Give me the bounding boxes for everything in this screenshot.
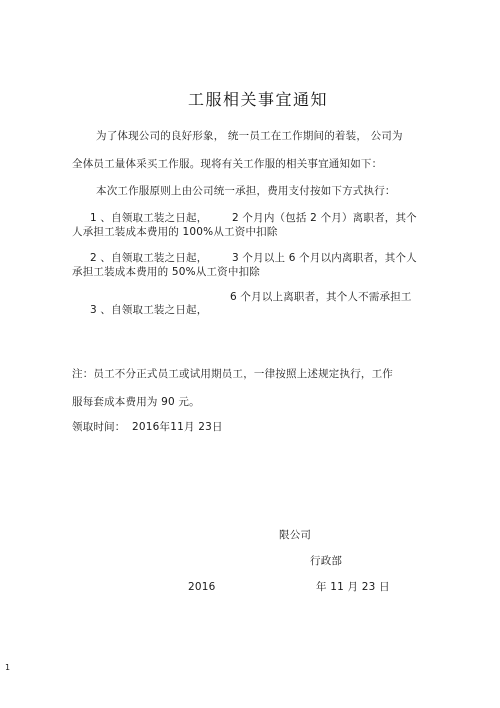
rule-1-part-2: 2 个月内（包括 2 个月）离职者，其个 [232, 212, 417, 224]
pickup-time-label: 领取时间： [72, 421, 126, 433]
signature-company: 限公司 [279, 529, 312, 541]
rule-2-part-2: 3 个月以上 6 个月以内离职者，其个人 [232, 252, 417, 264]
rule-2-line-2: 承担工装成本费用的 50%从工资中扣除 [72, 266, 260, 278]
document-title: 工服相关事宜通知 [188, 90, 329, 109]
rule-1-part-1: 1 、自领取工装之日起， [90, 212, 208, 224]
rule-3-part-2: 6 个月以上离职者，其个人不需承担工 [230, 291, 412, 303]
cost-rule-text: 本次工作服原则上由公司统一承担，费用支付按如下方式执行： [96, 185, 396, 197]
page-number: 1 [5, 663, 11, 672]
signature-department: 行政部 [310, 555, 343, 567]
signature-date: 年 11 月 23 日 [316, 581, 390, 593]
note-line-1: 注：员工不分正式员工或试用期员工，一律按照上述规定执行，工作 [72, 368, 393, 380]
note-line-2: 服每套成本费用为 90 元。 [72, 396, 200, 408]
signature-year: 2016 [188, 581, 216, 593]
intro-line-1: 为了体现公司的良好形象， 统一员工在工作期间的着装， 公司为 [96, 130, 403, 142]
rule-3-part-1: 3 、自领取工装之日起， [90, 304, 208, 316]
rule-1-line-2: 人承担工装成本费用的 100%从工资中扣除 [72, 226, 278, 238]
rule-2-part-1: 2 、自领取工装之日起， [90, 252, 208, 264]
pickup-time-date: 2016年11月 23日 [132, 421, 223, 433]
intro-line-2: 全体员工量体采买工作服。现将有关工作服的相关事宜通知如下： [72, 158, 383, 170]
